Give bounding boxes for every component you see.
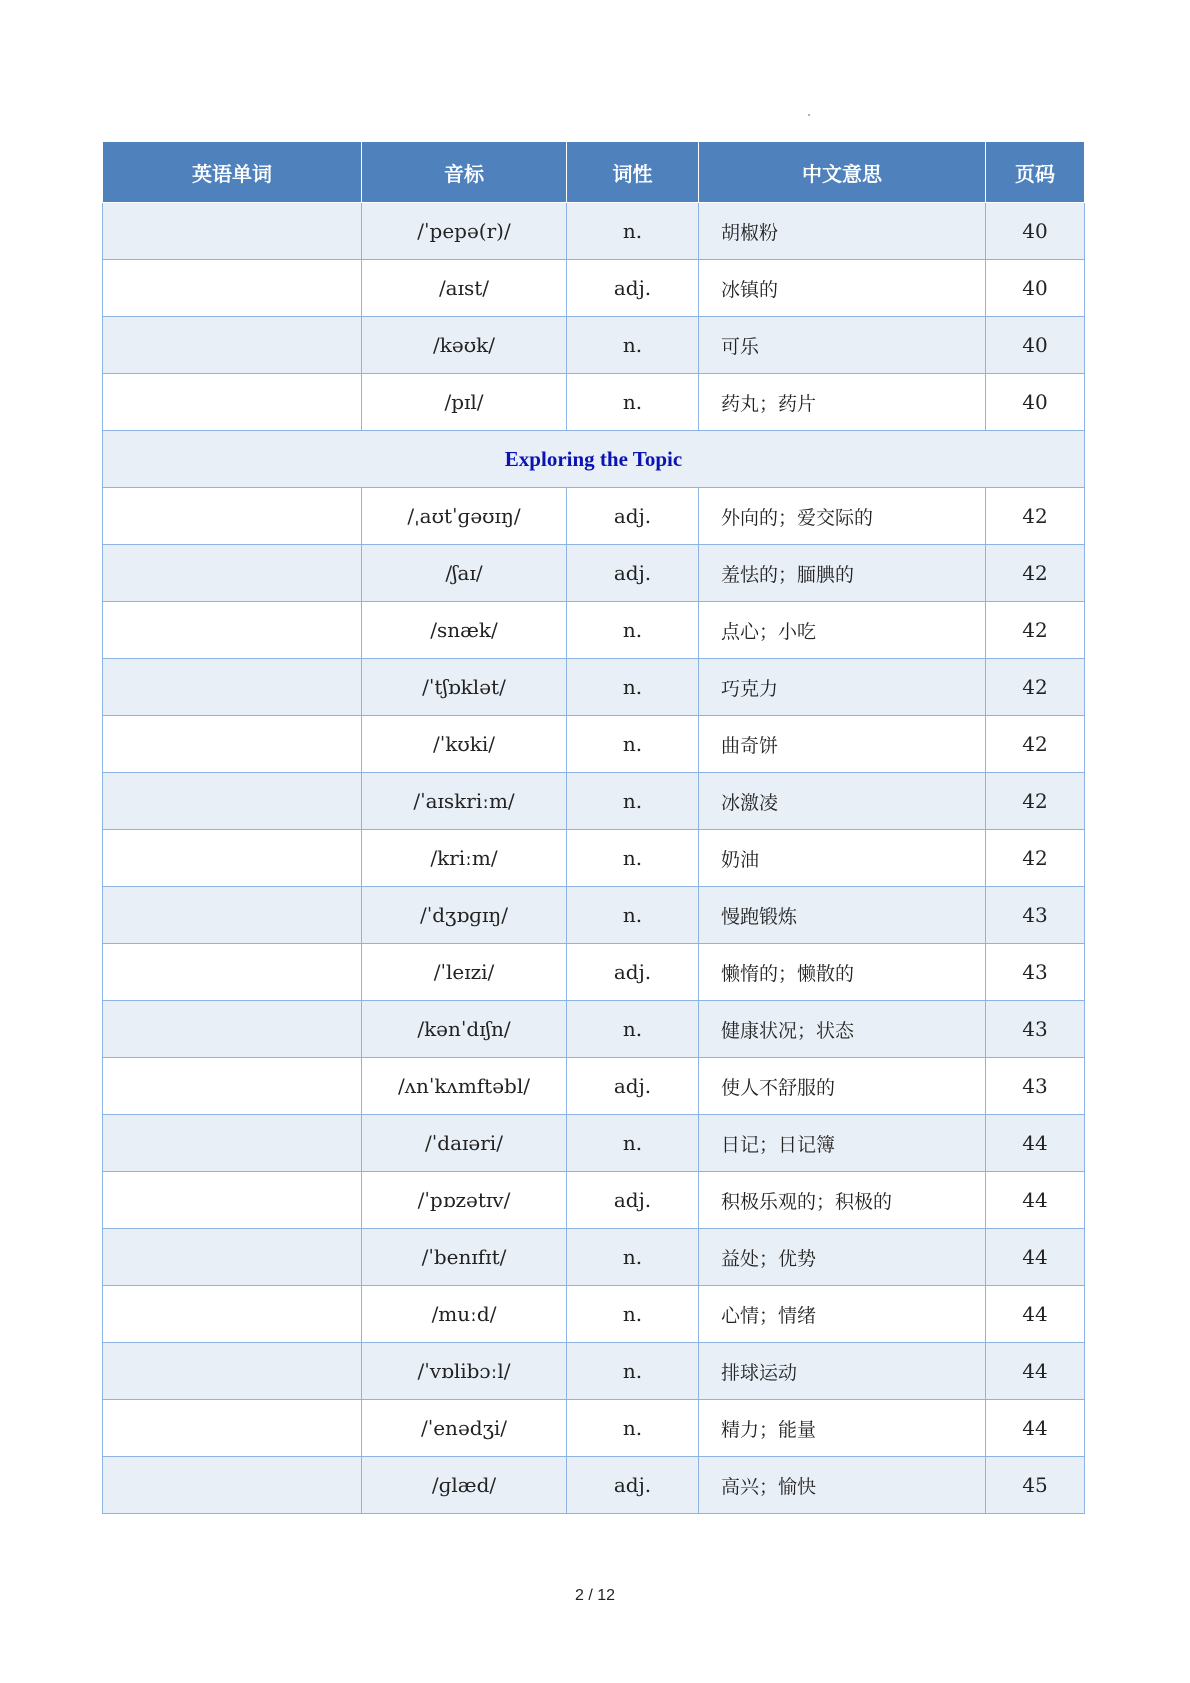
cell-ipa: /kriːm/ (362, 830, 567, 887)
cell-page: 42 (986, 773, 1085, 830)
cell-word (103, 1115, 362, 1172)
cell-meaning: 可乐 (699, 317, 986, 374)
header-chinese-meaning: 中文意思 (699, 142, 986, 203)
cell-meaning: 巧克力 (699, 659, 986, 716)
table-row (103, 1058, 1085, 1115)
cell-ipa: /ˈleɪzi/ (362, 944, 567, 1001)
cell-page: 43 (986, 1001, 1085, 1058)
cell-pos: n. (567, 887, 699, 944)
cell-meaning: 慢跑锻炼 (699, 887, 986, 944)
cell-meaning: 羞怯的；腼腆的 (699, 545, 986, 602)
table-row (103, 1457, 1085, 1514)
cell-ipa: /aɪst/ (362, 260, 567, 317)
section-title: Exploring the Topic (103, 431, 1085, 488)
cell-ipa: /ˈvɒlibɔːl/ (362, 1343, 567, 1400)
cell-word (103, 1286, 362, 1343)
cell-word (103, 260, 362, 317)
stray-dot (808, 114, 810, 116)
cell-word (103, 1457, 362, 1514)
table-row (103, 374, 1085, 431)
cell-pos: adj. (567, 1172, 699, 1229)
cell-word (103, 830, 362, 887)
cell-pos: n. (567, 203, 699, 260)
cell-page: 42 (986, 830, 1085, 887)
cell-pos: n. (567, 1001, 699, 1058)
cell-ipa: /ˈaɪskriːm/ (362, 773, 567, 830)
table-row (103, 1172, 1085, 1229)
cell-word (103, 773, 362, 830)
cell-ipa: /ˈkʊki/ (362, 716, 567, 773)
table-row (103, 1115, 1085, 1172)
cell-page: 40 (986, 317, 1085, 374)
cell-meaning: 外向的；爱交际的 (699, 488, 986, 545)
cell-page: 45 (986, 1457, 1085, 1514)
header-part-of-speech: 词性 (567, 142, 699, 203)
table-row (103, 1286, 1085, 1343)
cell-word (103, 1229, 362, 1286)
table-row (103, 203, 1085, 260)
cell-ipa: /ˈpepə(r)/ (362, 203, 567, 260)
cell-word (103, 1058, 362, 1115)
table-row (103, 488, 1085, 545)
cell-meaning: 益处；优势 (699, 1229, 986, 1286)
table-row (103, 1001, 1085, 1058)
cell-ipa: /snæk/ (362, 602, 567, 659)
cell-page: 42 (986, 659, 1085, 716)
cell-meaning: 药丸；药片 (699, 374, 986, 431)
header-phonetic: 音标 (362, 142, 567, 203)
cell-page: 44 (986, 1286, 1085, 1343)
header-english-word: 英语单词 (103, 142, 362, 203)
cell-pos: n. (567, 716, 699, 773)
cell-pos: adj. (567, 488, 699, 545)
cell-page: 42 (986, 488, 1085, 545)
cell-page: 43 (986, 887, 1085, 944)
table-row (103, 260, 1085, 317)
cell-pos: n. (567, 830, 699, 887)
cell-page: 43 (986, 1058, 1085, 1115)
cell-word (103, 1001, 362, 1058)
cell-ipa: /ˈtʃɒklət/ (362, 659, 567, 716)
cell-word (103, 203, 362, 260)
table-row (103, 1400, 1085, 1457)
cell-page: 44 (986, 1229, 1085, 1286)
cell-meaning: 日记；日记簿 (699, 1115, 986, 1172)
cell-ipa: /ʃaɪ/ (362, 545, 567, 602)
cell-meaning: 冰激凌 (699, 773, 986, 830)
header-page-number: 页码 (986, 142, 1085, 203)
cell-page: 42 (986, 545, 1085, 602)
cell-pos: n. (567, 317, 699, 374)
table-row (103, 773, 1085, 830)
table-row (103, 317, 1085, 374)
cell-ipa: /muːd/ (362, 1286, 567, 1343)
cell-meaning: 积极乐观的；积极的 (699, 1172, 986, 1229)
cell-page: 40 (986, 260, 1085, 317)
cell-ipa: /kəʊk/ (362, 317, 567, 374)
cell-meaning: 使人不舒服的 (699, 1058, 986, 1115)
cell-meaning: 奶油 (699, 830, 986, 887)
cell-page: 44 (986, 1172, 1085, 1229)
table-row (103, 1229, 1085, 1286)
cell-word (103, 1400, 362, 1457)
cell-ipa: /ˈbenɪfɪt/ (362, 1229, 567, 1286)
cell-page: 44 (986, 1115, 1085, 1172)
section-row (103, 431, 1085, 488)
cell-word (103, 1343, 362, 1400)
cell-ipa: /ˈdaɪəri/ (362, 1115, 567, 1172)
vocabulary-table (102, 141, 1085, 1514)
table-row (103, 602, 1085, 659)
cell-pos: n. (567, 1229, 699, 1286)
cell-ipa: /ˌaʊtˈɡəʊɪŋ/ (362, 488, 567, 545)
cell-ipa: /pɪl/ (362, 374, 567, 431)
cell-ipa: /ɡlæd/ (362, 1457, 567, 1514)
cell-ipa: /kənˈdɪʃn/ (362, 1001, 567, 1058)
cell-pos: n. (567, 602, 699, 659)
cell-meaning: 精力；能量 (699, 1400, 986, 1457)
cell-word (103, 944, 362, 1001)
cell-pos: adj. (567, 545, 699, 602)
cell-word (103, 1172, 362, 1229)
table-row (103, 545, 1085, 602)
page-indicator: 2 / 12 (574, 1587, 616, 1604)
cell-ipa: /ˈenədʒi/ (362, 1400, 567, 1457)
cell-word (103, 716, 362, 773)
cell-page: 44 (986, 1400, 1085, 1457)
cell-meaning: 健康状况；状态 (699, 1001, 986, 1058)
table-row (103, 944, 1085, 1001)
cell-meaning: 点心；小吃 (699, 602, 986, 659)
cell-pos: n. (567, 773, 699, 830)
cell-pos: n. (567, 1115, 699, 1172)
cell-page: 42 (986, 716, 1085, 773)
cell-ipa: /ˈdʒɒɡɪŋ/ (362, 887, 567, 944)
cell-meaning: 高兴；愉快 (699, 1457, 986, 1514)
cell-meaning: 懒惰的；懒散的 (699, 944, 986, 1001)
cell-pos: n. (567, 659, 699, 716)
cell-word (103, 887, 362, 944)
table-row (103, 659, 1085, 716)
cell-meaning: 心情；情绪 (699, 1286, 986, 1343)
cell-ipa: /ʌnˈkʌmftəbl/ (362, 1058, 567, 1115)
cell-page: 42 (986, 602, 1085, 659)
table-header-row (103, 142, 1085, 203)
cell-pos: n. (567, 374, 699, 431)
cell-meaning: 曲奇饼 (699, 716, 986, 773)
cell-pos: adj. (567, 944, 699, 1001)
cell-pos: n. (567, 1343, 699, 1400)
table-row (103, 830, 1085, 887)
cell-meaning: 胡椒粉 (699, 203, 986, 260)
cell-pos: n. (567, 1400, 699, 1457)
cell-pos: n. (567, 1286, 699, 1343)
cell-meaning: 排球运动 (699, 1343, 986, 1400)
cell-page: 44 (986, 1343, 1085, 1400)
cell-word (103, 659, 362, 716)
cell-meaning: 冰镇的 (699, 260, 986, 317)
cell-word (103, 602, 362, 659)
cell-ipa: /ˈpɒzətɪv/ (362, 1172, 567, 1229)
cell-pos: adj. (567, 1058, 699, 1115)
cell-word (103, 317, 362, 374)
table-row (103, 1343, 1085, 1400)
cell-word (103, 374, 362, 431)
cell-word (103, 545, 362, 602)
cell-page: 40 (986, 374, 1085, 431)
table-row (103, 887, 1085, 944)
cell-pos: adj. (567, 1457, 699, 1514)
cell-page: 40 (986, 203, 1085, 260)
table-row (103, 716, 1085, 773)
cell-pos: adj. (567, 260, 699, 317)
cell-page: 43 (986, 944, 1085, 1001)
cell-word (103, 488, 362, 545)
